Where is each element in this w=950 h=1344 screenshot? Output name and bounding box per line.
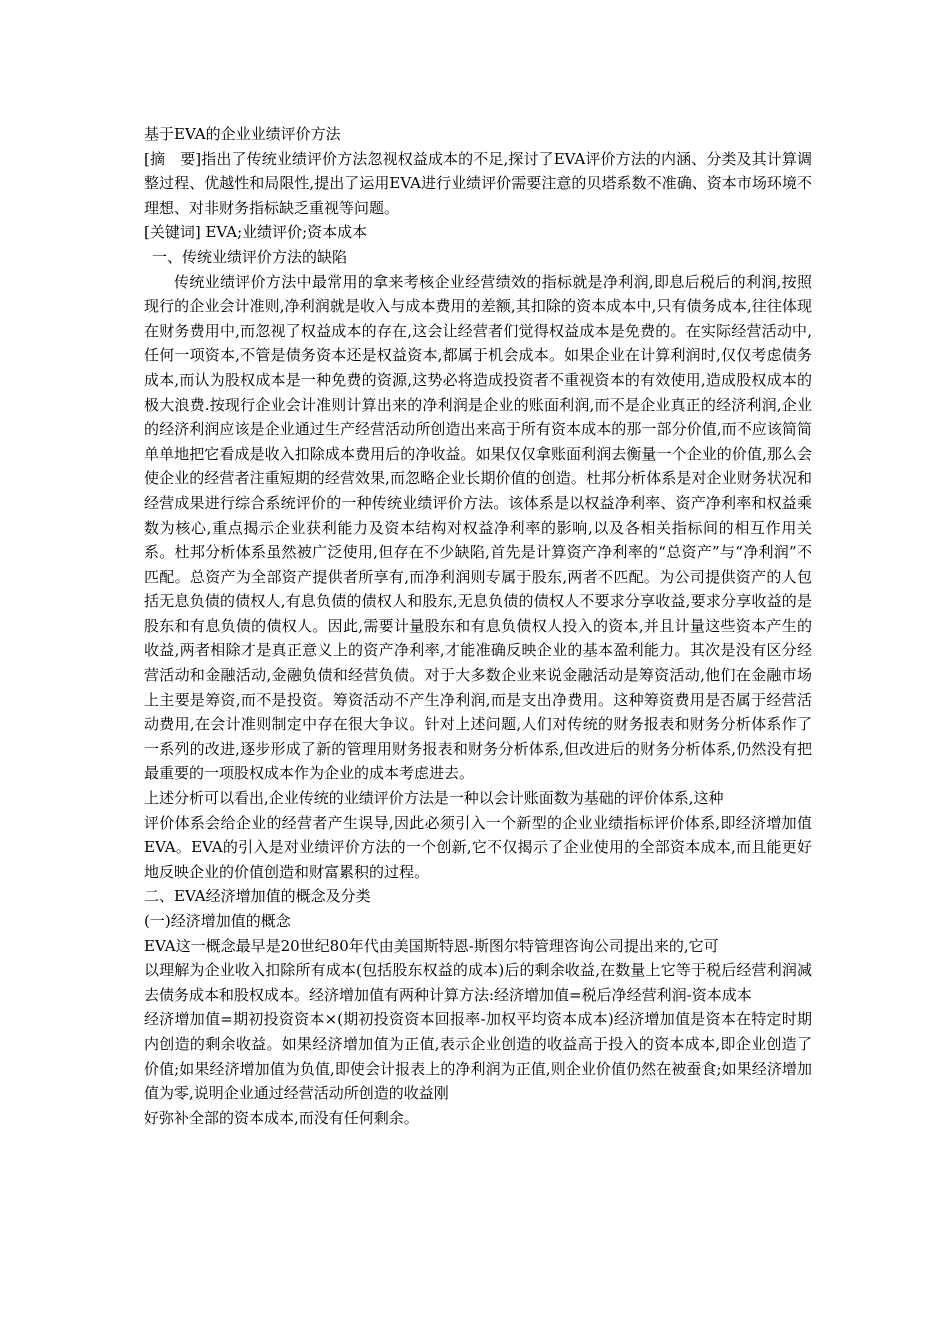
subsection-heading-1: (一)经济增加值的概念 [144,912,291,930]
paragraph-section1-2a: 上述分析可以看出,企业传统的业绩评价方法是一种以会计账面数为基础的评价体系,这种 [144,789,724,808]
keywords: [关键词] EVA;业绩评价;资本成本 [144,223,368,242]
paragraph-section1-2b: 评价体系会给企业的经营者产生误导,因此必须引入一个新型的企业业绩指标评价体系,即经济增加值EVA。EVA的引入是对业绩评价方法的一个创新,它不仅揭示了企业使用的全部资本成本,而且能更好地反映企业的价值创造和财富累积的过程。 [144,813,812,881]
document-page [144,122,812,1130]
paragraph-section2-2b: 好弥补全部的资本成本,而没有任何剩余。 [144,1108,419,1127]
section-heading-2: 二、EVA经济增加值的概念及分类 [144,887,371,906]
paragraph-section2-1b: 以理解为企业收入扣除所有成本(包括股东权益的成本)后的剩余收益,在数量上它等于税后经营利润减去债务成本和股权成本。经济增加值有两种计算方法:经济增加值=税后净经营利润-资本成本 [144,961,812,1004]
paragraph-section2-1a: EVA这一概念最早是20世纪80年代由美国斯特恩-斯图尔特管理咨询公司提出来的,它可 [144,936,719,955]
paragraph-section2-2a: 经济增加值=期初投资资本×(期初投资资本回报率-加权平均资本成本)经济增加值是资本在特定时期内创造的剩余收益。如果经济增加值为正值,表示企业创造的收益高于投入的资本成本,即企业创造了价值;如果经济增加值为负值,即使会计报表上的净利润为正值,则企业价值仍然在被蚕食;如果经济增加值为零,说明企业通过经营活动所创造的收益刚 [144,1010,812,1103]
section-heading-1: 一、传统业绩评价方法的缺陷 [152,247,348,266]
abstract: [摘 要]指出了传统业绩评价方法忽视权益成本的不足,探讨了EVA评价方法的内涵、分类及其计算调整过程、优越性和局限性,提出了运用EVA进行业绩评价需要注意的贝塔系数不准确、资本市场环境不理想、对非财务指标缺乏重视等问题。 [144,149,812,217]
paragraph-section1-1: 传统业绩评价方法中最常用的拿来考核企业经营绩效的指标就是净利润,即息后税后的利润,按照现行的企业会计准则,净利润就是收入与成本费用的差额,其扣除的资本成本中,只有债务成本,往往体现在财务费用中,而忽视了权益成本的存在,这会让经营者们觉得权益成本是免费的。在实际经营活动中,任何一项资本,不管是债务资本还是权益资本,都属于机会成本。如果企业在计算利润时,仅仅考虑债务成本,而认为股权成本是一种免费的资源,这势必将造成投资者不重视资本的有效使用,造成股权成本的极大浪费.按现行企业会计准则计算出来的净利润是企业的账面利润,而不是企业真正的经济利润,企业的经济利润应该是企业通过生产经营活动所创造出来高于所有资本成本的那一部分价值,而不应该简简单单地把它看成是收入扣除成本费用后的净收益。如果仅仅拿账面利润去衡量一个企业的价值,那么会使企业的经营者注重短期的经营效果,而忽略企业长期价值的创造。杜邦分析体系是对企业财务状况和经营成果进行综合系统评价的一种传统业绩评价方法。该体系是以权益净利率、资产净利率和权益乘数为核心,重点揭示企业获利能力及资本结构对权益净利率的影响,以及各相关指标间的相互作用关系。杜邦分析体系虽然被广泛使用,但存在不少缺陷,首先是计算资产净利率的“总资产”与“净利润”不匹配。总资产为全部资产提供者所享有,而净利润则专属于股东,两者不匹配。为公司提供资产的人包括无息负债的债权人,有息负债的债权人和股东,无息负债的债权人不要求分享收益,要求分享收益的是股东和有息负债的债权人。因此,需要计量股东和有息负债权人投入的资本,并且计量这些资本产生的收益,两者相除才是真正意义上的资产净利率,才能准确反映企业的基本盈利能力。其次是没有区分经营活动和金融活动,金融负债和经营负债。对于大多数企业来说金融活动是筹资活动,他们在金融市场上主要是筹资,而不是投资。筹资活动不产生净利润,而是支出净费用。这种筹资费用是否属于经营活动费用,在会计准则制定中存在很大争议。针对上述问题,人们对传统的财务报表和财务分析体系作了一系列的改进,逐步形成了新的管理用财务报表和财务分析体系,但改进后的财务分析体系,仍然没有把最重要的一项股权成本作为企业的成本考虑进去。 [144,272,812,783]
document-title: 基于EVA的企业业绩评价方法 [144,125,341,143]
